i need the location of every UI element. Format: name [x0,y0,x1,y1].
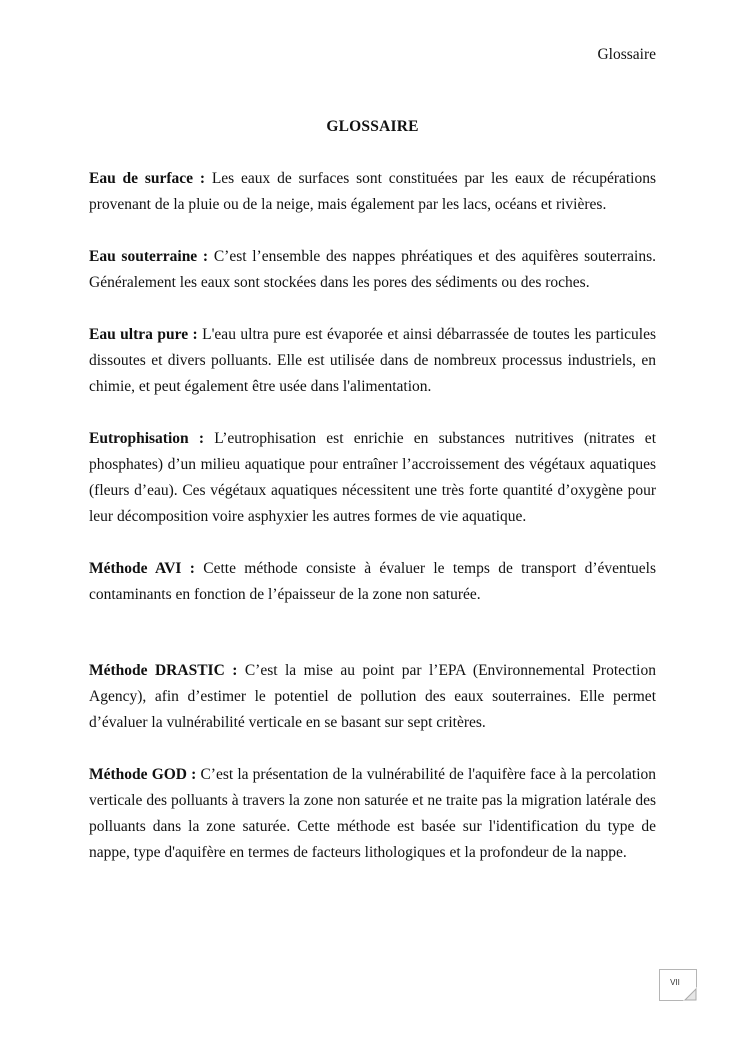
glossary-definition: Les eaux de surfaces sont constituées par les eaux de récupérations provenant de la pluie ou de la neige, mais également par les lacs, océans et rivières. [89,170,657,213]
page-number: VII [670,978,680,987]
glossary-entry [89,244,656,296]
glossary-term: Eau ultra pure : [89,326,198,343]
glossary-entry [89,658,656,736]
glossary-definition: C’est l’ensemble des nappes phréatiques et des aquifères souterrains. Généralement les eaux sont stockées dans les pores des sédiments ou des roches. [89,248,656,291]
glossary-term: Méthode GOD : [89,766,197,783]
running-header: Glossaire [597,46,656,63]
glossary-term: Méthode AVI : [89,560,195,577]
glossary-entry [89,426,656,530]
glossary-entry [89,556,656,608]
glossary-entry [89,762,656,866]
glossary-term: Eutrophisation : [89,430,204,447]
glossary-term: Eau de surface : [89,170,205,187]
glossary-definition: L'eau ultra pure est évaporée et ainsi débarrassée de toutes les particules dissoutes et divers polluants. Elle est utilisée dans de nombreux processus industriels, en chimie, et peut également être usée dans l'alimentation. [89,326,657,395]
folded-corner-icon [683,987,697,1001]
glossary-entry [89,322,656,400]
glossary-definition: L’eutrophisation est enrichie en substances nutritives (nitrates et phosphates) d’un milieu aquatique pour entraîner l’accroissement des végétaux aquatiques (fleurs d’eau). Ces végétaux aquatiques nécessitent une très forte quantité d’oxygène pour leur décomposition voire asphyxier les autres formes de vie aquatique. [89,430,656,525]
glossary-definition: C’est la présentation de la vulnérabilité de l'aquifère face à la percolation verticale des polluants à travers la zone non saturée et ne traite pas la migration latérale des polluants dans la zone saturée. Cette méthode est basée sur l'identification du type de nappe, type d'aquifère en termes de facteurs lithologiques et la profondeur de la nappe. [89,766,657,861]
glossary-entry [89,166,656,218]
page-title: GLOSSAIRE [326,118,419,135]
page-number-box [659,969,697,1001]
glossary-term: Eau souterraine : [89,248,209,265]
glossary-definition: C’est la mise au point par l’EPA (Environnemental Protection Agency), afin d’estimer le potentiel de pollution des eaux souterraines. Elle permet d’évaluer la vulnérabilité verticale en se basant sur sept critères. [89,662,656,731]
glossary-definition: Cette méthode consiste à évaluer le temps de transport d’éventuels contaminants en fonction de l’épaisseur de la zone non saturée. [89,560,657,603]
glossary-term: Méthode DRASTIC : [89,662,238,679]
